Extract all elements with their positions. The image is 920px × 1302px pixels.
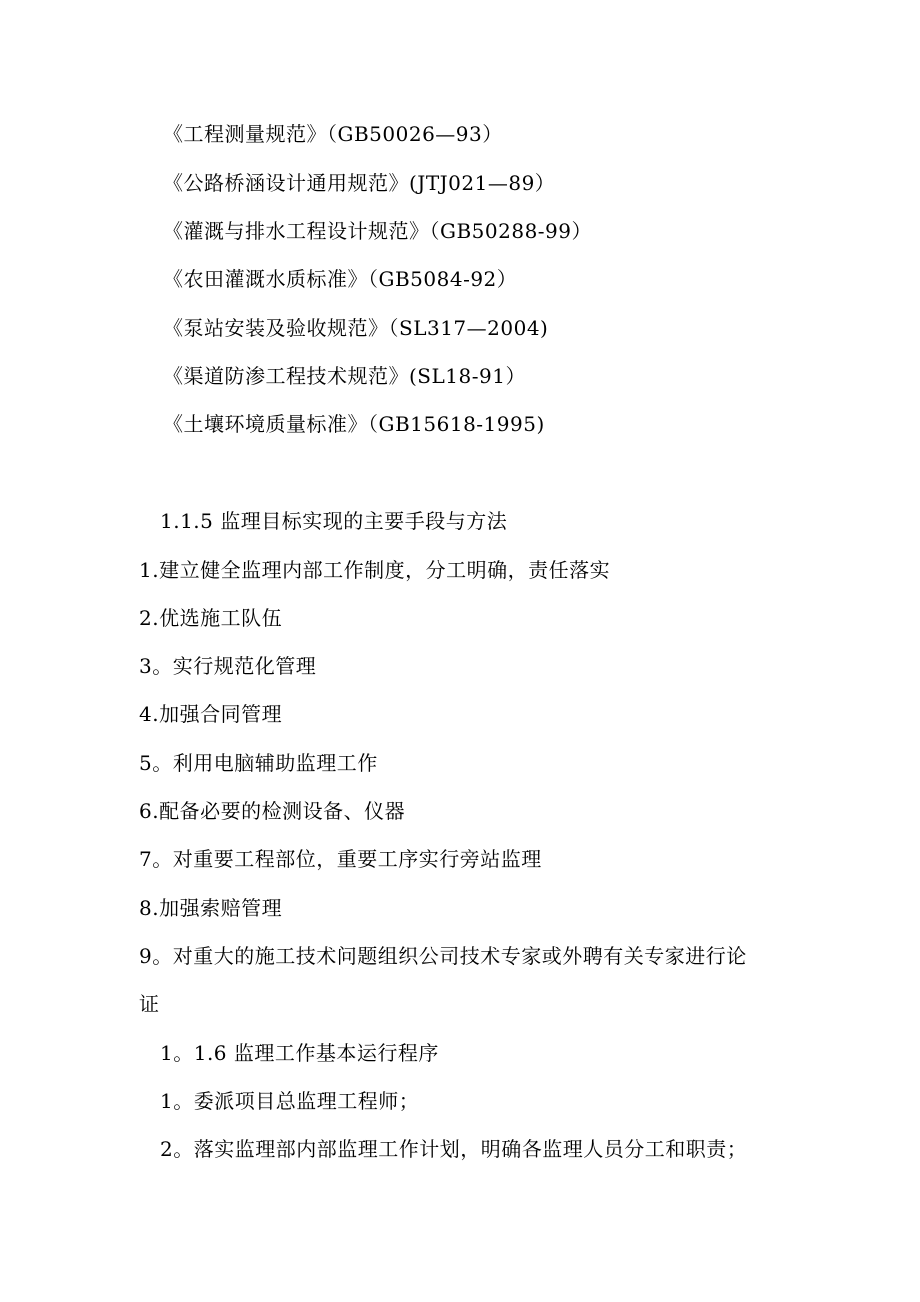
list-item: 9。对重大的施工技术问题组织公司技术专家或外聘有关专家进行论	[139, 944, 747, 968]
list-item: 4.加强合同管理	[139, 702, 283, 726]
reference-item: 《灌溉与排水工程设计规范》（GB50288-99）	[163, 219, 593, 243]
reference-item: 《泵站安装及验收规范》（SL317—2004)	[163, 316, 549, 340]
list-item: 8.加强索赔管理	[139, 896, 283, 920]
list-item: 3。实行规范化管理	[139, 654, 317, 678]
list-item: 1。委派项目总监理工程师；	[160, 1089, 420, 1113]
list-item: 1.建立健全监理内部工作制度，分工明确，责任落实	[139, 558, 611, 582]
list-item: 2。落实监理部内部监理工作计划，明确各监理人员分工和职责；	[160, 1137, 748, 1161]
reference-item: 《土壤环境质量标准》（GB15618-1995)	[163, 412, 545, 436]
reference-item: 《渠道防渗工程技术规范》(SL18-91）	[163, 364, 526, 388]
reference-item: 《工程测量规范》（GB50026—93）	[163, 122, 503, 146]
list-item-continuation: 证	[139, 992, 160, 1016]
list-item: 2.优选施工队伍	[139, 606, 283, 630]
list-item: 6.配备必要的检测设备、仪器	[139, 799, 406, 823]
reference-item: 《公路桥涵设计通用规范》(JTJ021—89）	[163, 171, 556, 195]
reference-item: 《农田灌溉水质标准》（GB5084-92）	[163, 267, 518, 291]
list-item: 7。对重要工程部位，重要工序实行旁站监理	[139, 847, 542, 871]
list-item: 5。利用电脑辅助监理工作	[139, 751, 378, 775]
section-heading-1-1-6: 1。1.6 监理工作基本运行程序	[160, 1041, 439, 1065]
section-heading-1-1-5: 1.1.5 监理目标实现的主要手段与方法	[160, 509, 508, 533]
